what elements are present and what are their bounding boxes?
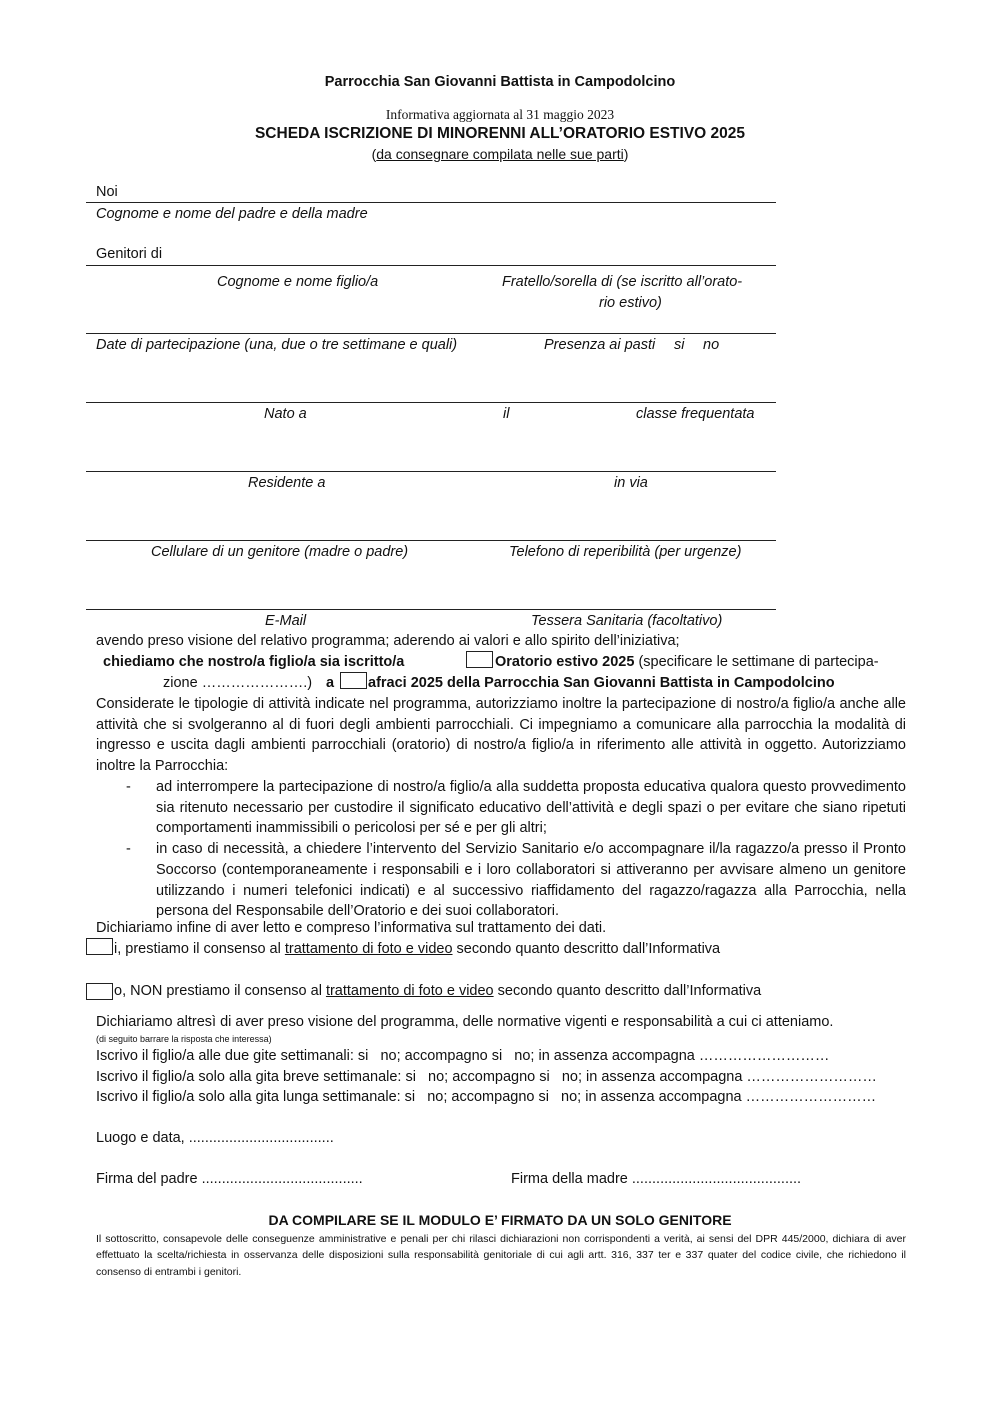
consent-no-pre: o, NON prestiamo il consenso al bbox=[114, 983, 326, 999]
phone-line[interactable] bbox=[86, 540, 776, 541]
oratorio-checkbox[interactable] bbox=[466, 651, 493, 668]
born-at-label: Nato a bbox=[264, 406, 307, 422]
subtitle-instruction: da consegnare compilata nelle sue parti bbox=[376, 146, 624, 162]
bullet-dash: - bbox=[126, 779, 131, 795]
info-update-date: Informativa aggiornata al 31 maggio 2023 bbox=[385, 107, 615, 122]
resident-at-label: Residente a bbox=[248, 475, 326, 491]
consent-no-link: trattamento di foto e video bbox=[325, 983, 494, 999]
consent-yes-link: trattamento di foto e video bbox=[284, 941, 453, 957]
child-name-line[interactable] bbox=[86, 265, 776, 266]
email-line[interactable] bbox=[86, 609, 776, 610]
single-parent-declaration: Il sottoscritto, consapevole delle conseguenze amministrative e penali per chi rilasci dichiarazioni non corrispondenti a verità, ai sensi del DPR 445/2000, dichiara di aver effettuato la scelta/richiesta in osservanza delle disposizioni sulla responsabilità genitoriale di cui agli artt. 316, 337 ter e 337 quater del codice civile, che richiedono il consenso di entrambi i genitori. bbox=[96, 1233, 906, 1278]
trip-option-two-trips[interactable]: Iscrivo il figlio/a alle due gite settimanali: si no; accompagno si no; in assenza accompagna ……………………… bbox=[96, 1048, 830, 1064]
school-class-label: classe frequentata bbox=[636, 406, 755, 422]
emergency-phone-label: Telefono di reperibilità (per urgenze) bbox=[509, 544, 742, 560]
request-text: chiediamo che nostro/a figlio/a sia iscritto/a bbox=[103, 654, 405, 670]
oratorio-option-weeks: zione ………………….) bbox=[163, 675, 313, 691]
trip-option-long-trip[interactable]: Iscrivo il figlio/a solo alla gita lunga settimanale: si no; accompagno si no; in assenza accompagna ……………………… bbox=[96, 1089, 877, 1105]
noi-label: Noi bbox=[96, 184, 118, 200]
residence-line[interactable] bbox=[86, 471, 776, 472]
parents-name-line[interactable] bbox=[86, 202, 776, 203]
consent-yes-pre: i, prestiamo il consenso al bbox=[114, 941, 285, 957]
sibling-label-line1: Fratello/sorella di (se iscritto all’orato- bbox=[502, 274, 743, 290]
subtitle-open: ( bbox=[371, 146, 377, 162]
consent-yes-checkbox[interactable] bbox=[86, 938, 113, 955]
dates-label: Date di partecipazione (una, due o tre settimane e quali) bbox=[96, 337, 458, 353]
born-on-label: il bbox=[503, 406, 510, 422]
genitori-di-label: Genitori di bbox=[96, 246, 163, 262]
form-title: SCHEDA ISCRIZIONE DI MINORENNI ALL’ORATORIO ESTIVO 2025 bbox=[254, 125, 746, 142]
health-card-label: Tessera Sanitaria (facoltativo) bbox=[531, 613, 723, 629]
consent-no-post: secondo quanto descritto dall’Informativa bbox=[493, 983, 762, 999]
authorization-text: ad interrompere la partecipazione di nostro/a figlio/a alla suddetta proposta educativa qualora questo provvedimento sia ritenuto necessario per custodire il significato educativo dell’attività e degli spazi o per evitare che siano ripetuti comportamenti inammissibili o pericolosi per sé e per gli altri; bbox=[156, 779, 906, 837]
strike-note: (di seguito barrare la risposta che interessa) bbox=[96, 1034, 272, 1044]
single-parent-title: DA COMPILARE SE IL MODULO E’ FIRMATO DA UN SOLO GENITORE bbox=[268, 1212, 732, 1228]
meals-si-option[interactable]: si bbox=[674, 337, 685, 353]
consent-no-checkbox[interactable] bbox=[86, 983, 113, 1000]
meals-no-option[interactable]: no bbox=[703, 337, 720, 353]
consent-yes-post: secondo quanto descritto dall’Informativa bbox=[452, 941, 721, 957]
authorization-item bbox=[126, 839, 906, 922]
email-label: E-Mail bbox=[265, 613, 307, 629]
subtitle-close: ) bbox=[623, 146, 629, 162]
lafraci-option: afraci 2025 della Parrocchia San Giovanni Battista in Campodolcino bbox=[368, 675, 835, 691]
authorization-item bbox=[126, 777, 906, 839]
bullet-dash: - bbox=[126, 841, 131, 858]
intro-text: avendo preso visione del relativo programma; aderendo ai valori e allo spirito dell’iniziativa; bbox=[96, 633, 680, 649]
consider-paragraph: Considerate le tipologie di attività indicate nel programma, autorizziamo inoltre la partecipazione di nostro/a figlio/a anche alle attività che si svolgeranno al di fuori degli ambienti parrocchiali. Ci impegniamo a comunicare alla parrocchia la modalità di ingresso e uscita dagli ambienti parrocchiali (oratorio) di nostro/a figlio/a in riferimento alle attività in oggetto. Autorizziamo inoltre la Parrocchia: bbox=[96, 696, 906, 775]
street-label: in via bbox=[614, 475, 648, 491]
consent-no-text bbox=[114, 983, 761, 999]
place-date-field[interactable]: Luogo e data, .................................... bbox=[96, 1130, 334, 1146]
parents-name-label: Cognome e nome del padre e della madre bbox=[96, 206, 368, 222]
parish-name: Parrocchia San Giovanni Battista in Campodolcino bbox=[324, 74, 676, 90]
declare-program-text: Dichiariamo altresì di aver preso visione del programma, delle normative vigenti e responsabilità a cui ci atteniamo. bbox=[96, 1014, 834, 1030]
mother-signature-field[interactable]: Firma della madre .......................................... bbox=[511, 1171, 802, 1187]
father-signature-field[interactable]: Firma del padre ........................................ bbox=[96, 1171, 363, 1187]
parent-mobile-label: Cellulare di un genitore (madre o padre) bbox=[151, 544, 409, 560]
child-name-label: Cognome e nome figlio/a bbox=[217, 274, 379, 290]
lafraci-checkbox[interactable] bbox=[340, 672, 367, 689]
a-label: a bbox=[326, 675, 335, 691]
authorization-list bbox=[126, 777, 906, 922]
oratorio-option-note: (specificare le settimane di partecipa- bbox=[634, 654, 879, 670]
declare-info-text: Dichiariamo infine di aver letto e compreso l’informativa sul trattamento dei dati. bbox=[96, 920, 607, 936]
oratorio-option-title: Oratorio estivo 2025 bbox=[495, 654, 635, 670]
meals-label: Presenza ai pasti bbox=[544, 337, 656, 353]
dates-line[interactable] bbox=[86, 333, 776, 334]
sibling-label-line2: rio estivo) bbox=[599, 295, 662, 311]
birth-line[interactable] bbox=[86, 402, 776, 403]
trip-option-short-trip[interactable]: Iscrivo il figlio/a solo alla gita breve settimanale: si no; accompagno si no; in assenza accompagna ……………………… bbox=[96, 1069, 877, 1085]
consent-yes-text bbox=[114, 941, 720, 957]
oratorio-option bbox=[495, 654, 879, 670]
authorization-text: in caso di necessità, a chiedere l’intervento del Servizio Sanitario e/o accompagnare il/la ragazzo/a presso il Pronto Soccorso (contemporaneamente i responsabili e i loro collaboratori si attiveranno per avvisare almeno un genitore utilizzando i numeri telefonici indicati) e al successivo riaffidamento del ragazzo/ragazza alla Parrocchia, nella persona del Responsabile dell’Oratorio e dei suoi collaboratori. bbox=[156, 841, 906, 920]
form-subtitle bbox=[0, 146, 1000, 162]
